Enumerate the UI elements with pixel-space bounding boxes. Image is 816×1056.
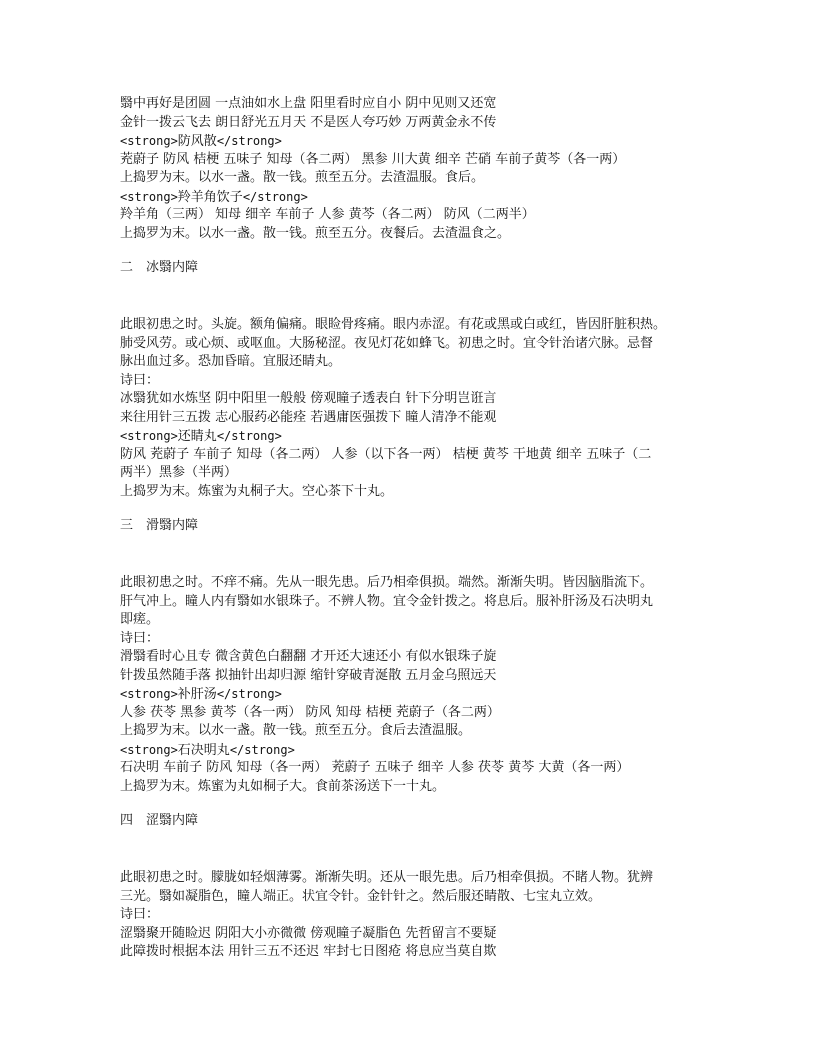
recipe-title	[120, 685, 720, 704]
recipe-title	[120, 188, 720, 207]
html-tag-open: <strong>	[120, 429, 178, 443]
description-line: 即瘥。	[120, 612, 160, 627]
recipe-method: 上捣罗为末。炼蜜为丸如桐子大。食前茶汤送下一十丸。	[120, 778, 446, 794]
section-heading: 二 冰翳内障	[120, 259, 199, 275]
poem-label: 诗曰：	[120, 630, 160, 646]
description-line: 此眼初患之时。朦胧如轻烟薄雾。渐渐失明。还从一眼先患。后乃相牵俱损。不睹人物。犹辨	[120, 870, 654, 885]
poem-label: 诗曰：	[120, 907, 160, 922]
poem-line: 冰翳犹如水炼坚 阴中阳里一般般 傍观瞳子透表白 针下分明岂诳言	[120, 391, 497, 406]
description-line: 肝气冲上。瞳人内有翳如水银珠子。不辨人物。宜令金针拨之。将息后。服补肝汤及石决明丸	[120, 593, 654, 609]
html-tag-open: <strong>	[120, 687, 178, 701]
poem-line: 金针一拨云飞去 朗日舒光五月天 不是医人夸巧妙 万两黄金永不传	[120, 114, 497, 130]
description-line: 肺受风劳。或心烦、或呕血。大肠秘涩。夜见灯花如蜂飞。初患之时。宜令针治诸穴脉。忌督	[120, 335, 654, 351]
recipe-ingredients: 防风 茺蔚子 车前子 知母（各二两） 人参（以下各一两） 桔梗 黄芩 干地黄 细辛 五味子（二	[120, 446, 652, 462]
recipe-name: 羚羊角饮子	[177, 189, 243, 205]
html-tag-open: <strong>	[120, 134, 178, 148]
html-tag-open: <strong>	[120, 742, 178, 757]
recipe-method: 上捣罗为末。以水一盏。散一钱。煎至五分。夜餐后。去渣温食之。	[120, 225, 511, 241]
section-heading: 四 涩翳内障	[120, 812, 199, 828]
recipe-name: 补肝汤	[177, 687, 217, 702]
description-line: 此眼初患之时。头旋。额角偏痛。眼睑骨疼痛。眼内赤涩。有花或黑或白或红，皆因肝脏积热。	[120, 317, 667, 332]
recipe-name: 石决明丸	[177, 742, 230, 758]
description-line: 此眼初患之时。不痒不痛。先从一眼先患。后乃相牵俱损。端然。渐渐失明。皆因脑脂流下。	[120, 575, 654, 590]
recipe-title	[120, 427, 720, 446]
poem-line: 滑翳看时心且专 微含黄色白翻翻 才开还大速还小 有似水银珠子旋	[120, 649, 497, 664]
recipe-title	[120, 132, 720, 151]
recipe-method: 上捣罗为末。以水一盏。散一钱。煎至五分。去渣温服。食后。	[120, 170, 485, 185]
poem-line: 涩翳聚开随睑迟 阴阳大小亦微微 傍观瞳子凝脂色 先哲留言不要疑	[120, 925, 497, 941]
recipe-ingredients: 两半）黑参（半两）	[120, 465, 238, 480]
recipe-ingredients: 石决明 车前子 防风 知母（各一两） 茺蔚子 五味子 细辛 人参 茯苓 黄芩 大黄（各一两）	[120, 760, 630, 775]
html-tag-open: <strong>	[120, 189, 178, 204]
poem-line: 翳中再好是团圆 一点油如水上盘 阳里看时应自小 阴中见则又还宽	[120, 96, 497, 111]
recipe-ingredients: 人参 茯苓 黑参 黄芩（各一两） 防风 知母 桔梗 茺蔚子（各二两）	[120, 704, 500, 720]
html-tag-close: </strong>	[216, 687, 282, 701]
poem-label: 诗曰：	[120, 372, 160, 388]
recipe-method: 上捣罗为末。炼蜜为丸桐子大。空心茶下十丸。	[120, 483, 394, 499]
document-page	[120, 95, 720, 962]
html-tag-close: </strong>	[229, 742, 295, 757]
recipe-title	[120, 741, 720, 760]
recipe-name: 防风散	[177, 134, 217, 149]
recipe-ingredients: 茺蔚子 防风 桔梗 五味子 知母（各二两） 黑参 川大黄 细辛 芒硝 车前子黄芩（各一两）	[120, 151, 626, 167]
html-tag-close: </strong>	[216, 429, 282, 443]
description-line: 脉出血过多。恐加昏暗。宜服还睛丸。	[120, 354, 342, 369]
html-tag-close: </strong>	[242, 189, 308, 204]
poem-line: 针拨虽然随手落 拟抽针出却归源 缩针穿破青涎散 五月金乌照远天	[120, 667, 497, 683]
poem-line: 来往用针三五拨 志心服药必能痊 若遇庸医强拨下 瞳人清净不能观	[120, 409, 497, 425]
description-line: 三光。翳如凝脂色，瞳人端正。状宜令针。金针针之。然后服还睛散、七宝丸立效。	[120, 888, 602, 904]
section-heading: 三 滑翳内障	[120, 517, 199, 533]
recipe-name: 还睛丸	[177, 429, 217, 444]
poem-line: 此障拨时根据本法 用针三五不还迟 牢封七日图疮 将息应当莫自欺	[120, 944, 497, 959]
recipe-ingredients: 羚羊角（三两） 知母 细辛 车前子 人参 黄芩（各二两） 防风（二两半）	[120, 207, 535, 222]
recipe-method: 上捣罗为末。以水一盏。散一钱。煎至五分。食后去渣温服。	[120, 723, 472, 738]
html-tag-close: </strong>	[216, 134, 282, 148]
